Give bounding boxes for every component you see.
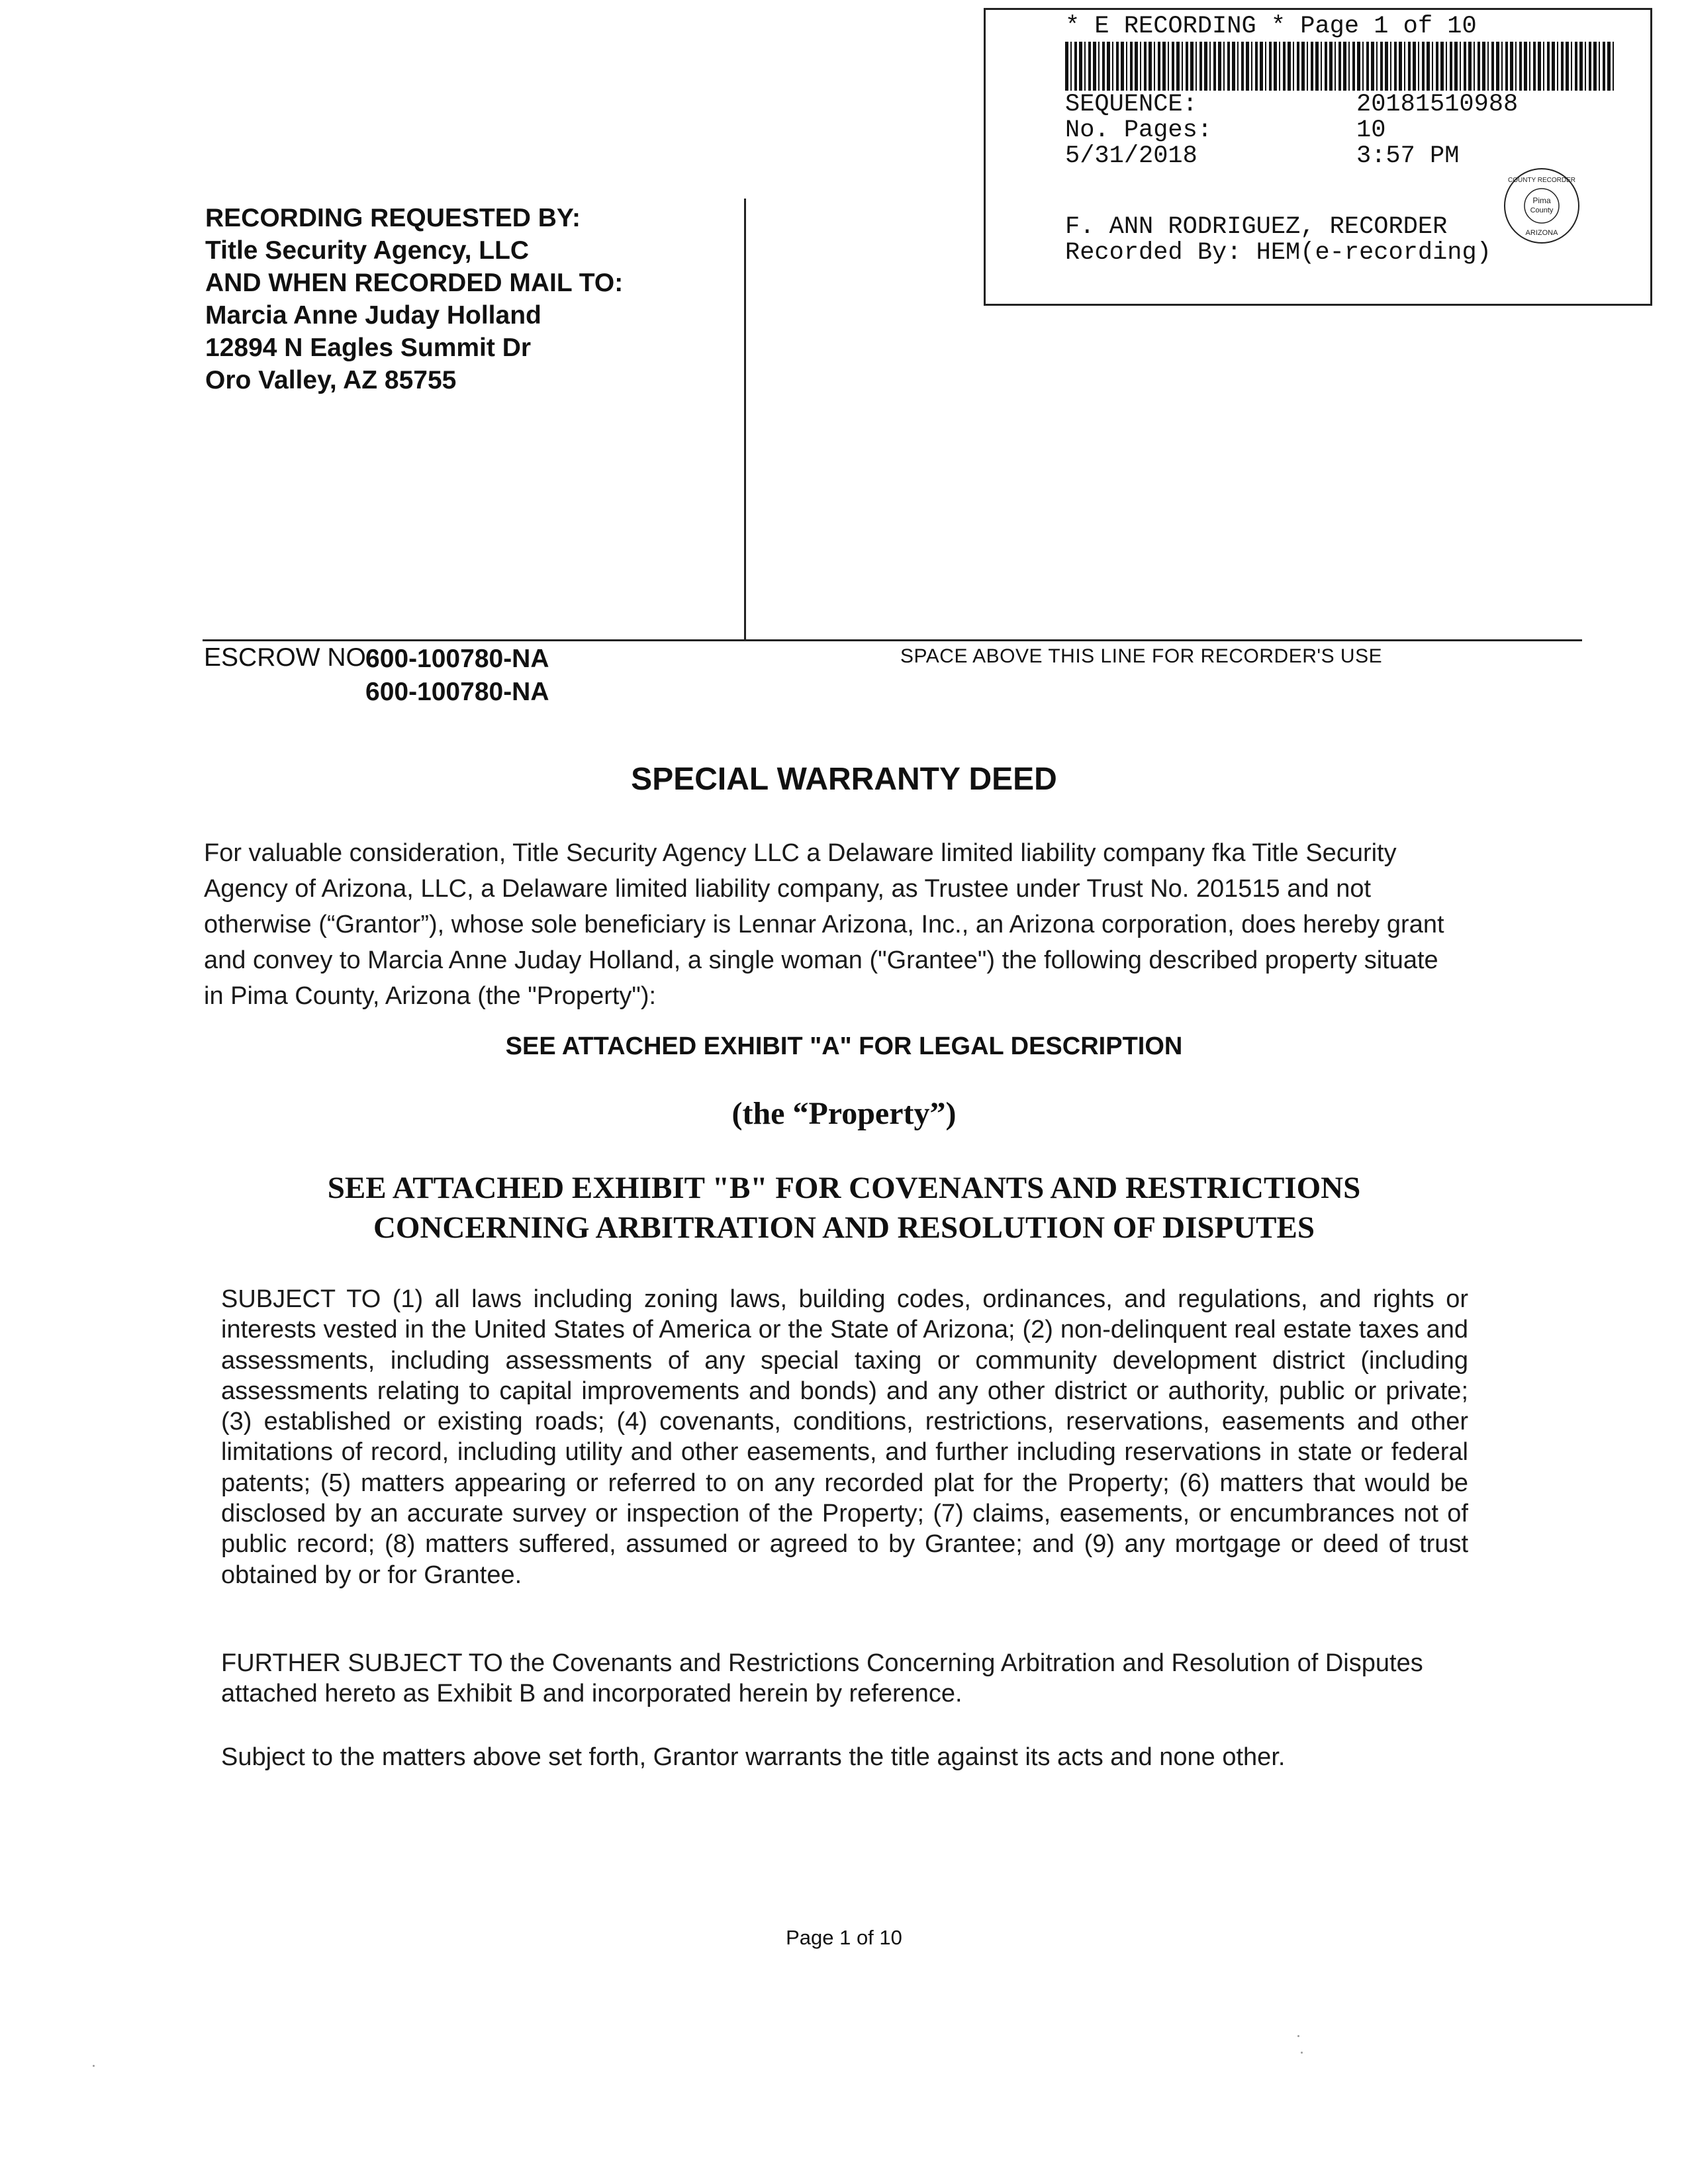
recorded-by: Recorded By: HEM(e-recording) (1065, 239, 1491, 267)
mail-name: Marcia Anne Juday Holland (205, 301, 541, 330)
document-title: SPECIAL WARRANTY DEED (631, 762, 1057, 797)
record-date: 5/31/2018 (1065, 142, 1197, 170)
escrow-number-1: 600-100780-NA (365, 645, 549, 673)
barcode (1065, 42, 1615, 91)
requested-by: Title Security Agency, LLC (205, 236, 530, 265)
pages-label: No. Pages: (1065, 116, 1213, 144)
intro-paragraph: For valuable consideration, Title Security Agency LLC a Delaware limited liability company fka Title Security Agency of Arizona, LLC, a Delaware limited liability company, as Trustee under Trust No. 201515 and not otherwise (“Grantor”), whose sole beneficiary is Lennar Arizona, Inc., an Arizona corporation, does hereby grant and convey to Marcia Anne Juday Holland, a single woman ("Grantee") the following described property situate in Pima County, Arizona (the "Property"): (204, 839, 1444, 1010)
warranty-paragraph: Subject to the matters above set forth, Grantor warrants the title against its acts and none other. (221, 1743, 1286, 1771)
scan-speck (1297, 2035, 1299, 2037)
further-subject-paragraph: FURTHER SUBJECT TO the Covenants and Restrictions Concerning Arbitration and Resolution of Disputes attached hereto as Exhibit B and incorporated herein by reference. (221, 1649, 1423, 1707)
mail-street: 12894 N Eagles Summit Dr (205, 334, 532, 362)
mail-to-label: AND WHEN RECORDED MAIL TO: (205, 269, 624, 297)
recorders-use-note: SPACE ABOVE THIS LINE FOR RECORDER'S USE (900, 645, 1383, 667)
escrow-label: ESCROW NO.: (204, 643, 381, 672)
county-seal-icon (1502, 166, 1581, 246)
requested-by-label: RECORDING REQUESTED BY: (205, 204, 581, 232)
mail-city: Oro Valley, AZ 85755 (205, 366, 457, 394)
seal-center-line2: County (1530, 206, 1554, 214)
escrow-number-2: 600-100780-NA (365, 678, 549, 706)
recorder-stamp (984, 8, 1652, 306)
recorder-name: F. ANN RODRIGUEZ, RECORDER (1065, 213, 1448, 241)
property-heading: (the “Property”) (731, 1096, 957, 1131)
sequence-value: 20181510988 (1356, 91, 1519, 118)
recorder-line (203, 639, 1582, 641)
subject-to-paragraph: SUBJECT TO (1) all laws including zoning laws, building codes, ordinances, and regulations, and rights or interests vested in the United States of America or the State of Arizona; (2) non-delinquent real estate taxes and assessments, including assessments of any special taxing or community development district (including assessments relating to capital improvements and bonds) and any other district or authority, public or private; (3) established or existing roads; (4) covenants, conditions, restrictions, reservations, easements and other limitations of record, including utility and other easements, and further including reservations in state or federal patents; (5) matters appearing or referred to on any recorded plat for the Property; (6) matters that would be disclosed by an accurate survey or inspection of the Property; (7) claims, easements, or encumbrances not of public record; (8) matters suffered, assumed or agreed to by Grantee; and (9) any mortgage or deed of trust obtained by or for Grantee. (221, 1285, 1468, 1589)
sequence-label: SEQUENCE: (1065, 91, 1197, 118)
stamp-header: * E RECORDING * Page 1 of 10 (1065, 13, 1477, 40)
seal-top-text: COUNTY RECORDER (1507, 177, 1576, 184)
record-time: 3:57 PM (1356, 142, 1460, 170)
vertical-divider (744, 199, 746, 641)
exhibit-a-heading: SEE ATTACHED EXHIBIT "A" FOR LEGAL DESCRIPTION (505, 1032, 1183, 1060)
seal-center-line1: Pima (1532, 196, 1551, 205)
exhibit-b-heading-line2: CONCERNING ARBITRATION AND RESOLUTION OF DISPUTES (373, 1210, 1315, 1245)
pages-value: 10 (1356, 116, 1386, 144)
seal-bottom-text: ARIZONA (1525, 229, 1558, 237)
page-number: Page 1 of 10 (786, 1926, 902, 1949)
scan-speck (93, 2065, 95, 2067)
exhibit-b-heading-line1: SEE ATTACHED EXHIBIT "B" FOR COVENANTS AND RESTRICTIONS (327, 1171, 1361, 1205)
scan-speck (1301, 2052, 1303, 2054)
